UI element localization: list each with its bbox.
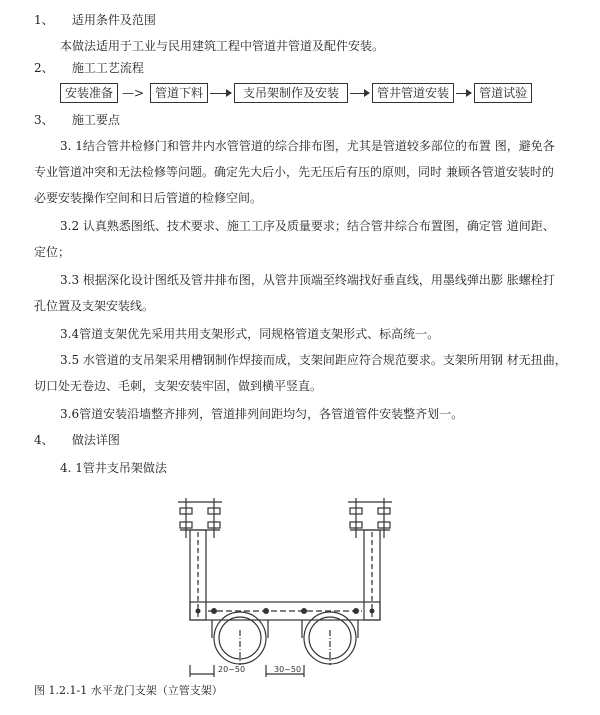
pipe-support-drawing [160,490,420,683]
figure-caption: 图 1.2.1-1 水平龙门支架（立管支架） [34,684,223,697]
section-3-number: 3、 [34,113,54,127]
section-1-number: 1、 [34,13,54,27]
para-3-1-line-3: 必要安装操作空间和日后管道的检修空间。 [34,191,263,205]
section-3-title: 施工要点 [71,113,120,127]
section-2-number: 2、 [34,61,54,75]
subsection-4-1: 4. 1管井支吊架做法 [60,461,167,475]
flow-step-5: 管道试验 [474,83,532,103]
dimension-left-label: 20~50 [218,665,246,674]
section-1-title: 适用条件及范围 [71,13,156,27]
flow-step-4: 管井管道安装 [372,83,454,103]
arrow-right-icon [454,84,474,102]
flow-step-1: 安装准备 [60,83,118,103]
flow-step-2: 管道下料 [150,83,208,103]
para-3-5-line-2: 切口处无卷边、毛刺，支架安装牢固，做到横平竖直。 [34,379,323,393]
section-3-heading [34,112,120,128]
section-2-title: 施工工艺流程 [71,61,144,75]
section-2-heading [34,60,144,76]
para-3-2-line-1: 3.2 认真熟悉图纸、技术要求、施工工序及质量要求；结合管井综合布置图，确定管 道间距、 [60,219,555,233]
dimension-right-label: 30~50 [274,665,302,674]
para-3-5-line-1: 3.5 水管道的支吊架采用槽钢制作焊接而成，支架间距应符合规范要求。支架所用钢 材无扭曲， [60,353,567,367]
process-flow [60,82,532,104]
para-3-3-line-1: 3.3 根据深化设计图纸及管井排布图，从管井顶端至终端找好垂直线，用墨线弹出膨 胀螺栓打 [60,273,555,287]
arrow-right-icon [348,84,372,102]
flow-arrow-text: —> [122,86,145,100]
para-3-6: 3.6管道安装沿墙整齐排列，管道排列间距均匀，各管道管件安装整齐划一。 [60,407,464,421]
gantry-support-diagram [160,490,420,680]
section-4-number: 4、 [34,433,54,447]
para-3-4: 3.4管道支架优先采用共用支架形式，同规格管道支架形式、标高统一。 [60,327,440,341]
section-1-heading [34,12,156,28]
section-4-heading [34,432,120,448]
section-4-title: 做法详图 [71,433,120,447]
para-3-3-line-2: 孔位置及支架安装线。 [34,299,155,313]
arrow-right-icon [208,84,234,102]
para-3-2-line-2: 定位； [34,245,71,259]
flow-step-3: 支吊架制作及安装 [234,83,348,103]
para-3-1-line-1: 3. 1结合管井检修门和管井内水管管道的综合排布图，尤其是管道较多部位的布置 图，避免各 [60,139,555,153]
section-1-body: 本做法适用于工业与民用建筑工程中管道井管道及配件安装。 [60,39,385,53]
para-3-1-line-2: 专业管道冲突和无法检修等问题。确定先大后小，先无压后有压的原则，同时 兼顾各管道安装时的 [34,165,554,179]
